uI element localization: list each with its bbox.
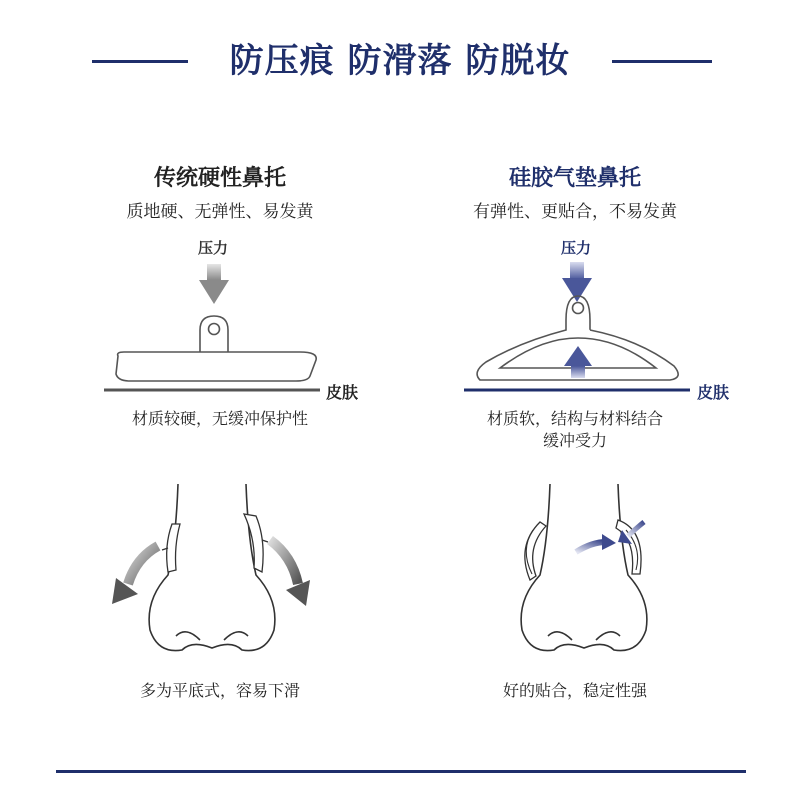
- bottom-rule: [56, 770, 746, 773]
- left-hard-pad-icon: [116, 316, 316, 381]
- left-pressure-arrow-icon: [199, 264, 229, 304]
- right-nose-caption: 好的贴合，稳定性强: [502, 681, 647, 700]
- right-skin-label: 皮肤: [697, 383, 730, 402]
- left-desc: 材质较硬，无缓冲保护性: [131, 409, 308, 428]
- left-skin-label: 皮肤: [326, 383, 359, 402]
- left-title: 传统硬性鼻托: [153, 166, 286, 191]
- right-subtitle: 有弹性、更贴合，不易发黄: [473, 202, 677, 222]
- left-slide-arrow-left-icon: [112, 546, 158, 604]
- right-force-label: 压力: [560, 239, 591, 257]
- left-subtitle: 质地硬、无弹性、易发黄: [126, 202, 314, 222]
- right-fit-arrow-icon: [576, 534, 616, 552]
- right-desc-line1: 材质软，结构与材料结合: [486, 409, 663, 428]
- right-desc-line2: 缓冲受力: [542, 431, 607, 450]
- left-force-label: 压力: [197, 239, 228, 257]
- left-nose-caption: 多为平底式，容易下滑: [139, 681, 300, 700]
- page-title: 防压痕 防滑落 防脱妆: [229, 41, 571, 81]
- right-title: 硅胶气垫鼻托: [508, 166, 641, 191]
- left-slide-arrow-right-icon: [270, 540, 310, 606]
- right-nose-icon: [521, 484, 647, 651]
- left-nose-icon: [149, 484, 275, 651]
